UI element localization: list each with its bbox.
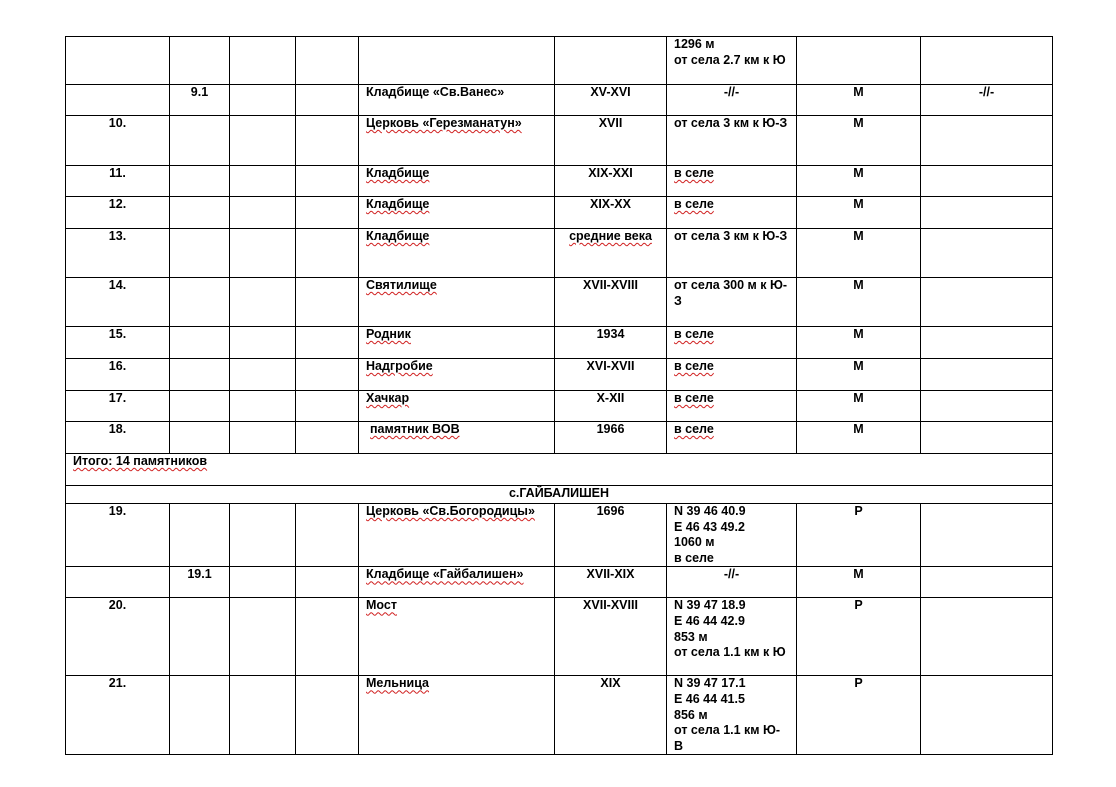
number-cell: 14. <box>66 278 170 327</box>
subnumber-cell: 19.1 <box>170 567 230 598</box>
table-row <box>66 598 1053 676</box>
location-cell: от села 3 км к Ю-З <box>667 229 797 278</box>
name-cell: памятник ВОВ <box>359 422 555 454</box>
period-cell: XVII-XIX <box>555 567 667 598</box>
name-cell: Святилище <box>359 278 555 327</box>
name-cell: Родник <box>359 327 555 359</box>
location-cell: N 39 47 17.1 E 46 44 41.5 856 м от села 1.1 км Ю-В <box>667 676 797 755</box>
name-cell: Мельница <box>359 676 555 755</box>
type-cell: Р <box>797 504 921 567</box>
type-cell: Р <box>797 598 921 676</box>
number-cell: 11. <box>66 166 170 197</box>
period-cell: XIX-XXI <box>555 166 667 197</box>
total-label: Итого: 14 памятников <box>66 454 1053 486</box>
name-cell: Кладбище <box>359 166 555 197</box>
note-cell: -//- <box>921 85 1053 116</box>
location-cell: в селе <box>667 166 797 197</box>
subnumber-cell: 9.1 <box>170 85 230 116</box>
type-cell: М <box>797 197 921 229</box>
location-cell: в селе <box>667 327 797 359</box>
period-cell: 1966 <box>555 422 667 454</box>
name-cell: Церковь «Герезманатун» <box>359 116 555 166</box>
table-row <box>66 422 1053 454</box>
name-cell: Церковь «Св.Богородицы» <box>359 504 555 567</box>
period-cell: XIX-XX <box>555 197 667 229</box>
location-cell: от села 300 м к Ю-З <box>667 278 797 327</box>
location-cell: 1296 м от села 2.7 км к Ю <box>667 37 797 85</box>
period-cell: XVII-XVIII <box>555 598 667 676</box>
number-cell: 17. <box>66 391 170 422</box>
table-row <box>66 197 1053 229</box>
type-cell: Р <box>797 676 921 755</box>
name-cell: Надгробие <box>359 359 555 391</box>
period-cell: средние века <box>555 229 667 278</box>
type-cell: М <box>797 278 921 327</box>
type-cell: М <box>797 229 921 278</box>
table-row <box>66 166 1053 197</box>
table-row <box>66 676 1053 755</box>
type-cell: М <box>797 359 921 391</box>
period-cell: 1696 <box>555 504 667 567</box>
location-cell: -//- <box>667 567 797 598</box>
table-row <box>66 504 1053 567</box>
monuments-table <box>65 36 1053 755</box>
section-title: с.ГАЙБАЛИШЕН <box>66 486 1053 504</box>
number-cell: 20. <box>66 598 170 676</box>
type-cell: М <box>797 116 921 166</box>
number-cell: 21. <box>66 676 170 755</box>
location-cell: от села 3 км к Ю-З <box>667 116 797 166</box>
location-cell: -//- <box>667 85 797 116</box>
period-cell: XVI-XVII <box>555 359 667 391</box>
period-cell: XV-XVI <box>555 85 667 116</box>
period-cell: XVII-XVIII <box>555 278 667 327</box>
name-cell: Кладбище «Гайбалишен» <box>359 567 555 598</box>
total-row <box>66 454 1053 486</box>
table-row <box>66 391 1053 422</box>
section-row <box>66 486 1053 504</box>
type-cell: М <box>797 567 921 598</box>
location-cell: N 39 47 18.9 E 46 44 42.9 853 м от села 1.1 км к Ю <box>667 598 797 676</box>
number-cell: 13. <box>66 229 170 278</box>
location-cell: в селе <box>667 422 797 454</box>
table-row <box>66 37 1053 85</box>
period-cell: X-XII <box>555 391 667 422</box>
table-row <box>66 278 1053 327</box>
table-row <box>66 116 1053 166</box>
name-cell: Кладбище <box>359 197 555 229</box>
number-cell: 12. <box>66 197 170 229</box>
number-cell: 10. <box>66 116 170 166</box>
location-cell: N 39 46 40.9 E 46 43 49.2 1060 м в селе <box>667 504 797 567</box>
number-cell: 15. <box>66 327 170 359</box>
period-cell: XIX <box>555 676 667 755</box>
table-row <box>66 359 1053 391</box>
name-cell: Мост <box>359 598 555 676</box>
table-row <box>66 85 1053 116</box>
period-cell: XVII <box>555 116 667 166</box>
type-cell: М <box>797 327 921 359</box>
table-row <box>66 567 1053 598</box>
type-cell: М <box>797 422 921 454</box>
type-cell: М <box>797 166 921 197</box>
location-cell: в селе <box>667 197 797 229</box>
table-row <box>66 327 1053 359</box>
number-cell: 18. <box>66 422 170 454</box>
location-cell: в селе <box>667 391 797 422</box>
location-cell: в селе <box>667 359 797 391</box>
type-cell: М <box>797 85 921 116</box>
name-cell: Кладбище «Св.Ванес» <box>359 85 555 116</box>
table-row <box>66 229 1053 278</box>
type-cell: М <box>797 391 921 422</box>
name-cell: Кладбище <box>359 229 555 278</box>
period-cell: 1934 <box>555 327 667 359</box>
number-cell: 16. <box>66 359 170 391</box>
name-cell: Хачкар <box>359 391 555 422</box>
number-cell: 19. <box>66 504 170 567</box>
